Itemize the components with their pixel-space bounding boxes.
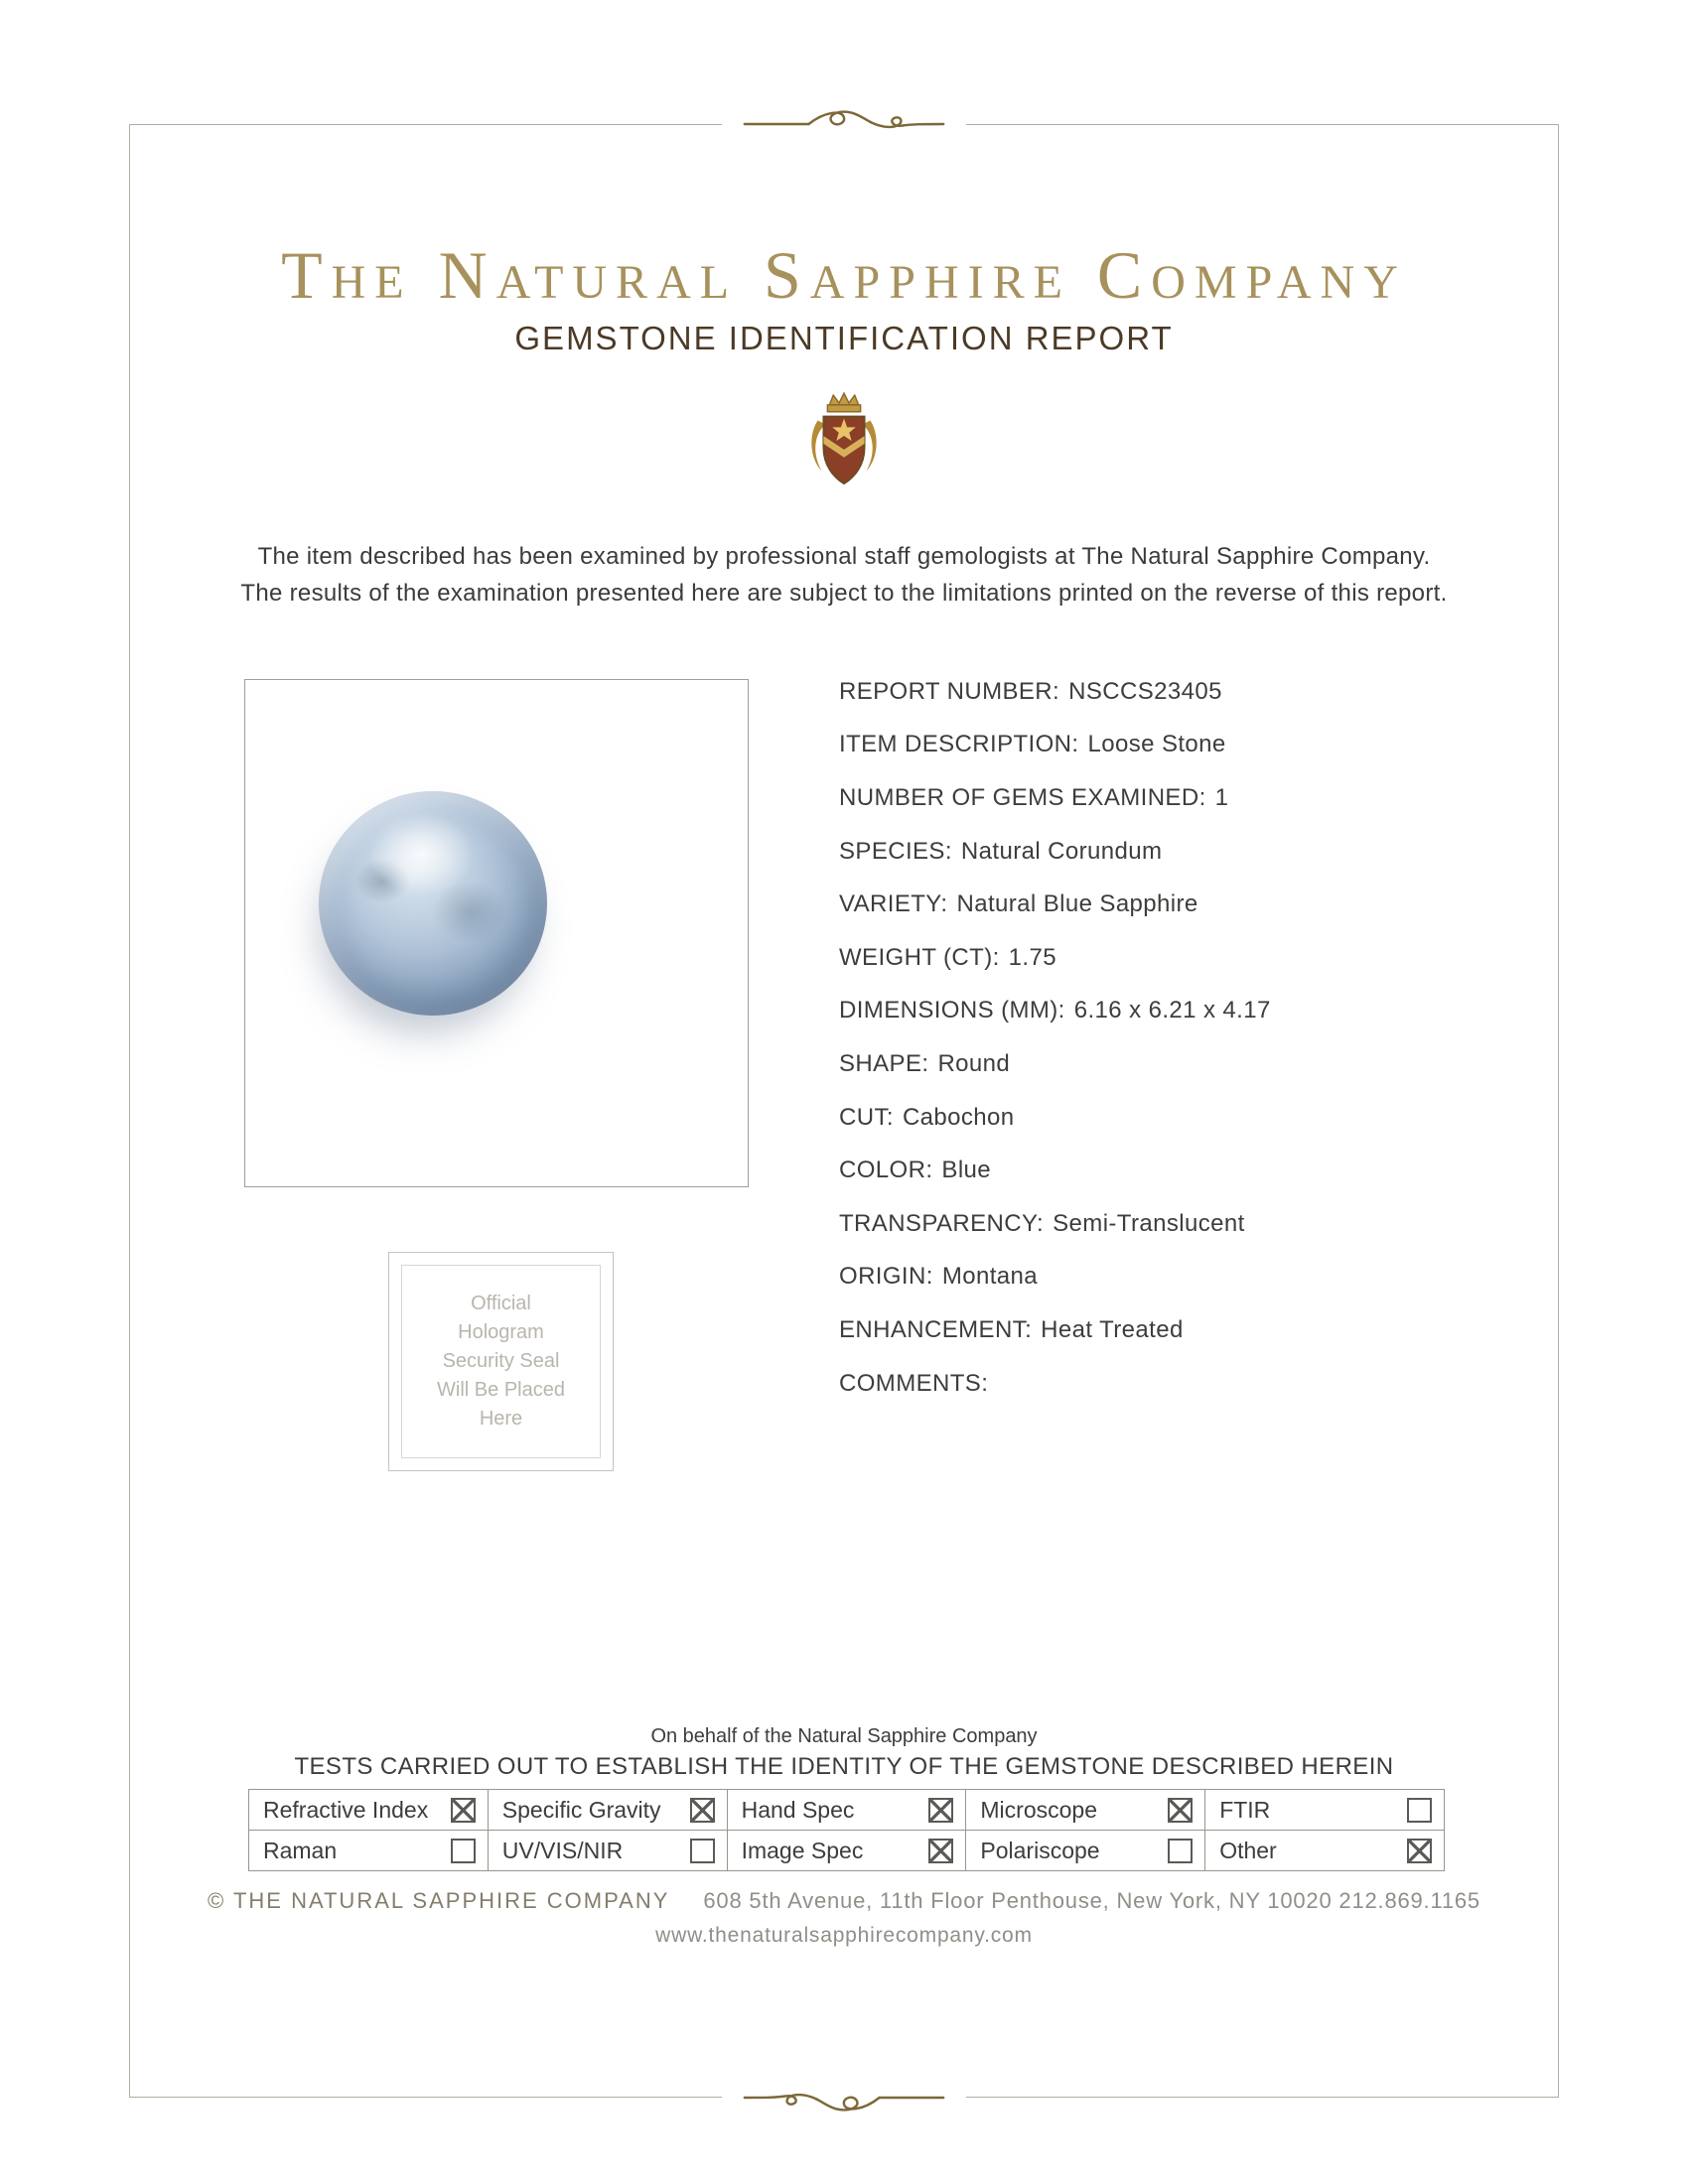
checkbox-icon bbox=[1407, 1839, 1432, 1863]
checkbox-icon bbox=[451, 1839, 476, 1863]
test-cell bbox=[249, 1790, 489, 1831]
checkbox-icon bbox=[1168, 1798, 1193, 1823]
field-label: SPECIES: bbox=[839, 837, 952, 865]
hologram-seal-text: Official Hologram Security Seal Will Be Placed Here bbox=[401, 1265, 601, 1458]
field-value: 6.16 x 6.21 x 4.17 bbox=[1073, 997, 1271, 1024]
field-value: 1.75 bbox=[1008, 943, 1056, 971]
gemstone-photo bbox=[244, 679, 749, 1187]
test-cell bbox=[489, 1790, 728, 1831]
footer-address: 608 5th Avenue, 11th Floor Penthouse, New York, NY 10020 212.869.1165 bbox=[703, 1888, 1480, 1913]
flourish-icon bbox=[740, 2077, 948, 2118]
report-field-row bbox=[839, 1197, 1271, 1251]
field-value: Natural Corundum bbox=[960, 837, 1163, 865]
field-label: WEIGHT (CT): bbox=[839, 943, 1000, 971]
tests-heading: TESTS CARRIED OUT TO ESTABLISH THE IDENTITY OF THE GEMSTONE DESCRIBED HEREIN bbox=[294, 1753, 1394, 1780]
report-field-row bbox=[839, 878, 1271, 931]
field-label: ENHANCEMENT: bbox=[839, 1315, 1033, 1343]
field-label: TRANSPARENCY: bbox=[839, 1209, 1045, 1237]
field-value: Semi-Translucent bbox=[1053, 1209, 1245, 1237]
checkbox-icon bbox=[1168, 1839, 1193, 1863]
footer bbox=[0, 1888, 1688, 1914]
field-value: Cabochon bbox=[902, 1103, 1015, 1131]
flourish-ornament-bottom bbox=[722, 2077, 966, 2118]
checkbox-icon bbox=[690, 1798, 715, 1823]
field-value: Round bbox=[937, 1049, 1011, 1077]
test-label: Polariscope bbox=[980, 1837, 1100, 1863]
test-label: UV/VIS/NIR bbox=[501, 1837, 624, 1863]
field-value: Blue bbox=[941, 1157, 992, 1184]
test-cell bbox=[966, 1790, 1205, 1831]
report-title: GEMSTONE IDENTIFICATION REPORT bbox=[514, 320, 1174, 356]
field-label: ITEM DESCRIPTION: bbox=[839, 731, 1079, 758]
intro-line-1: The item described has been examined by professional staff gemologists at The Natural Sapphire Company. bbox=[257, 543, 1431, 570]
test-label: FTIR bbox=[1219, 1796, 1271, 1823]
tests-table bbox=[248, 1789, 1445, 1871]
test-label: Other bbox=[1219, 1837, 1277, 1863]
report-field-row bbox=[839, 1303, 1271, 1357]
report-field-row bbox=[839, 1357, 1271, 1411]
report-field-row bbox=[839, 719, 1271, 772]
intro-text bbox=[0, 538, 1688, 612]
checkbox-icon bbox=[928, 1798, 953, 1823]
field-value: 1 bbox=[1214, 783, 1229, 811]
report-field-row bbox=[839, 931, 1271, 985]
field-label: CUT: bbox=[839, 1103, 894, 1131]
test-label: Image Spec bbox=[741, 1837, 864, 1863]
report-field-row bbox=[839, 1251, 1271, 1304]
field-label: VARIETY: bbox=[839, 890, 948, 918]
company-title: The Natural Sapphire Company bbox=[281, 237, 1407, 313]
test-cell bbox=[1205, 1831, 1445, 1871]
field-label: COMMENTS: bbox=[839, 1369, 989, 1397]
field-label: DIMENSIONS (MM): bbox=[839, 997, 1065, 1024]
report-field-row bbox=[839, 1037, 1271, 1091]
footer-company: © THE NATURAL SAPPHIRE COMPANY bbox=[208, 1888, 670, 1913]
flourish-ornament-top bbox=[722, 103, 966, 145]
field-label: REPORT NUMBER: bbox=[839, 677, 1060, 705]
hologram-seal-placeholder bbox=[388, 1252, 614, 1471]
test-label: Specific Gravity bbox=[501, 1796, 661, 1823]
report-field-row bbox=[839, 771, 1271, 825]
report-field-row bbox=[839, 665, 1271, 719]
field-label: SHAPE: bbox=[839, 1049, 929, 1077]
intro-line-2: The results of the examination presented here are subject to the limitations printed on the reverse of this report. bbox=[240, 580, 1448, 607]
sapphire-stone-image bbox=[319, 791, 547, 1016]
test-cell bbox=[489, 1831, 728, 1871]
field-value: Heat Treated bbox=[1041, 1315, 1184, 1343]
test-cell bbox=[728, 1831, 967, 1871]
test-cell bbox=[728, 1790, 967, 1831]
on-behalf-text: On behalf of the Natural Sapphire Company bbox=[650, 1725, 1038, 1747]
test-label: Refractive Index bbox=[263, 1796, 429, 1823]
checkbox-icon bbox=[928, 1839, 953, 1863]
checkbox-icon bbox=[451, 1798, 476, 1823]
test-cell bbox=[966, 1831, 1205, 1871]
test-label: Raman bbox=[263, 1837, 338, 1863]
field-label: ORIGIN: bbox=[839, 1263, 933, 1291]
footer-website: www.thenaturalsapphirecompany.com bbox=[655, 1924, 1033, 1947]
report-field-row bbox=[839, 825, 1271, 879]
test-label: Microscope bbox=[980, 1796, 1097, 1823]
checkbox-icon bbox=[1407, 1798, 1432, 1823]
report-field-row bbox=[839, 1144, 1271, 1197]
field-label: NUMBER OF GEMS EXAMINED: bbox=[839, 783, 1206, 811]
field-label: COLOR: bbox=[839, 1157, 933, 1184]
test-cell bbox=[249, 1831, 489, 1871]
company-crest-icon bbox=[800, 389, 888, 500]
field-value: NSCCS23405 bbox=[1068, 677, 1222, 705]
flourish-icon bbox=[740, 103, 948, 145]
field-value: Loose Stone bbox=[1087, 731, 1226, 758]
checkbox-icon bbox=[690, 1839, 715, 1863]
report-field-row bbox=[839, 1091, 1271, 1145]
test-label: Hand Spec bbox=[741, 1796, 855, 1823]
report-fields bbox=[839, 665, 1271, 1410]
field-value: Natural Blue Sapphire bbox=[956, 890, 1198, 918]
report-field-row bbox=[839, 985, 1271, 1038]
field-value: Montana bbox=[941, 1263, 1039, 1291]
test-cell bbox=[1205, 1790, 1445, 1831]
